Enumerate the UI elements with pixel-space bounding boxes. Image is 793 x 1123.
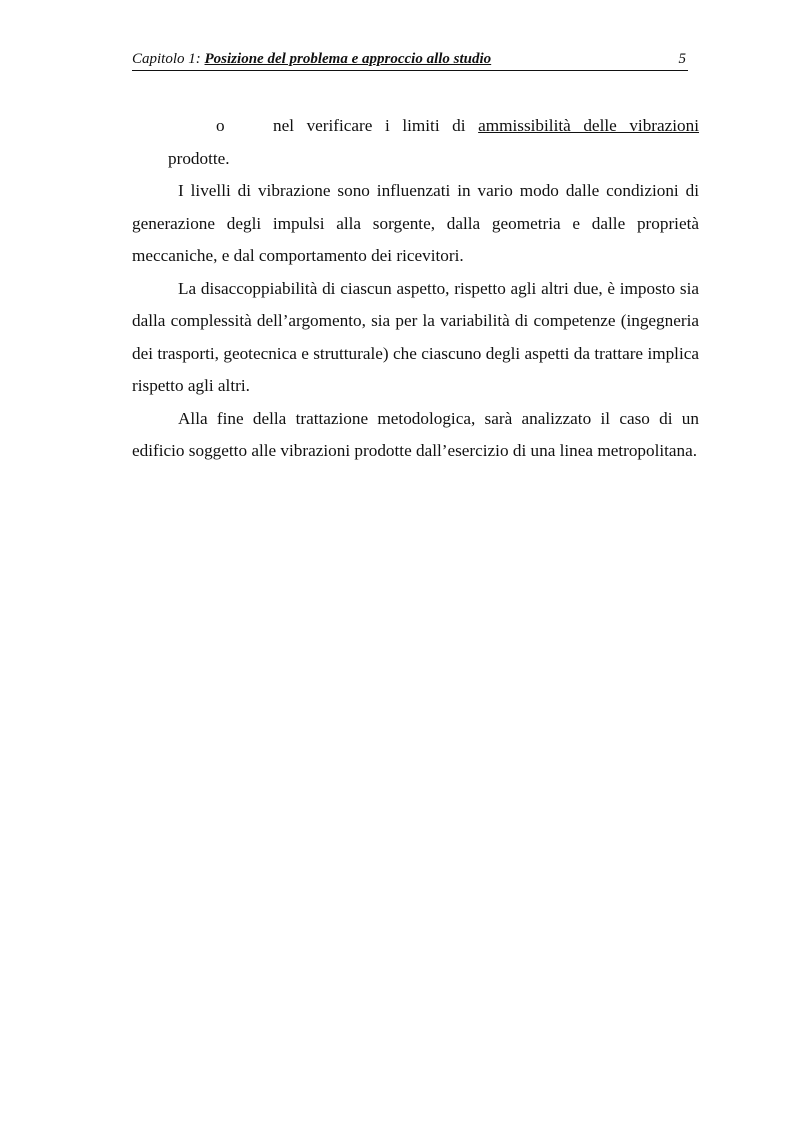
bullet-item [132, 110, 699, 143]
page-header [132, 48, 688, 71]
bullet-marker: o [216, 116, 225, 135]
bullet-text-underlined: ammissibilità delle vibrazioni [478, 116, 700, 135]
paragraph: I livelli di vibrazione sono influenzati in vario modo dalle condizioni di generazione degli impulsi alla sorgente, dalla geometria e dalle proprietà meccaniche, e dal comportamento dei ricevitori. [132, 181, 699, 265]
bullet-text [273, 110, 699, 143]
page-number: 5 [678, 51, 686, 67]
bullet-continuation: prodotte. [168, 148, 230, 168]
paragraph: La disaccoppiabilità di ciascun aspetto, rispetto agli altri due, è imposto sia dalla complessità dell’argomento, sia per la variabilità di competenze (ingegneria dei trasporti, geotecnica e strutturale) che ciascuno degli aspetti da trattare implica rispetto agli altri. [132, 278, 699, 395]
paragraph: Alla fine della trattazione metodologica, sarà analizzato il caso di un edificio soggetto alle vibrazioni prodotte dall’esercizio di una linea metropolitana. [132, 408, 699, 460]
bullet-text-before: nel verificare i limiti di [273, 116, 479, 135]
chapter-label: Capitolo 1: [132, 51, 205, 67]
body-text [132, 110, 699, 468]
chapter-title: Posizione del problema e approccio allo studio [204, 51, 492, 67]
